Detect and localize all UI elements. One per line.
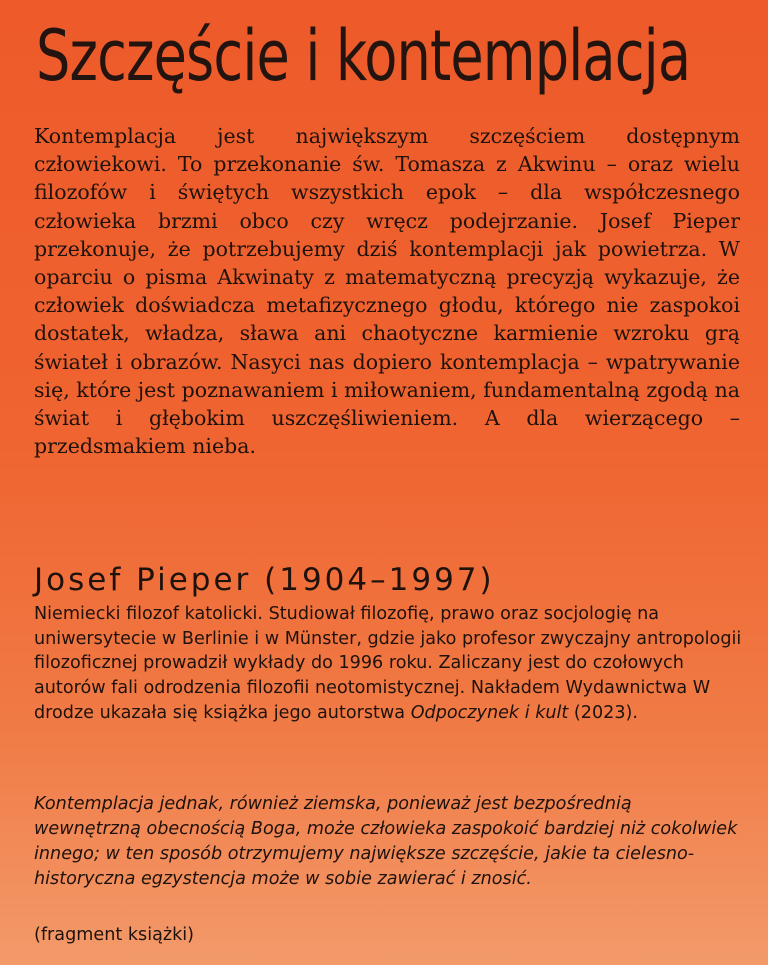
other-book-year: (2023). xyxy=(568,702,639,723)
author-bio xyxy=(34,602,744,726)
author-heading: Josef Pieper (1904–1997) xyxy=(34,562,495,598)
other-book-title: Odpoczynek i kult xyxy=(410,702,569,723)
quote-source: (fragment książki) xyxy=(34,925,195,945)
book-quote: Kontemplacja jednak, również ziemska, ponieważ jest bezpośrednią wewnętrzną obecnością Boga, może człowieka zaspokoić bardziej niż cokolwiek innego; w ten sposób otrzymujemy największe szczęście, jakie ta cielesno-historyczna egzystencja może w sobie zawierać i znosić. xyxy=(34,794,738,889)
author-bio-text: Niemiecki filozof katolicki. Studiował filozofię, prawo oraz socjologię na uniwersytecie w Berlinie i w Münster, gdzie jako profesor zwyczajny antropologii filozoficznej prowadził wykłady do 1996 roku. Zaliczany jest do czołowych autorów fali odrodzenia filozofii neotomistycznej. Nakładem Wydawnictwa W drodze ukazała się książka jego autorstwa xyxy=(34,604,742,723)
book-title: Szczęście i kontemplacja xyxy=(36,15,691,97)
book-description: Kontemplacja jest największym szczęściem dostępnym człowiekowi. To przekonanie św. Tomasza z Akwinu – oraz wielu filozofów i świętych wszystkich epok – dla współczesnego człowieka brzmi obco czy wręcz podejrzanie. Josef Pieper przekonuje, że potrzebujemy dziś kontemplacji jak powietrza. W oparciu o pisma Akwinaty z matematyczną precyzją wykazuje, że człowiek doświadcza metafizycznego głodu, którego nie zaspokoi dostatek, władza, sława ani chaotyczne karmienie wzroku grą świateł i obrazów. Nasyci nas dopiero kontemplacja – wpatrywanie się, które jest poznawaniem i miłowaniem, fundamentalną zgodą na świat i głębokim uszczęśliwieniem. A dla wierzącego – przedsmakiem nieba. xyxy=(34,124,740,459)
